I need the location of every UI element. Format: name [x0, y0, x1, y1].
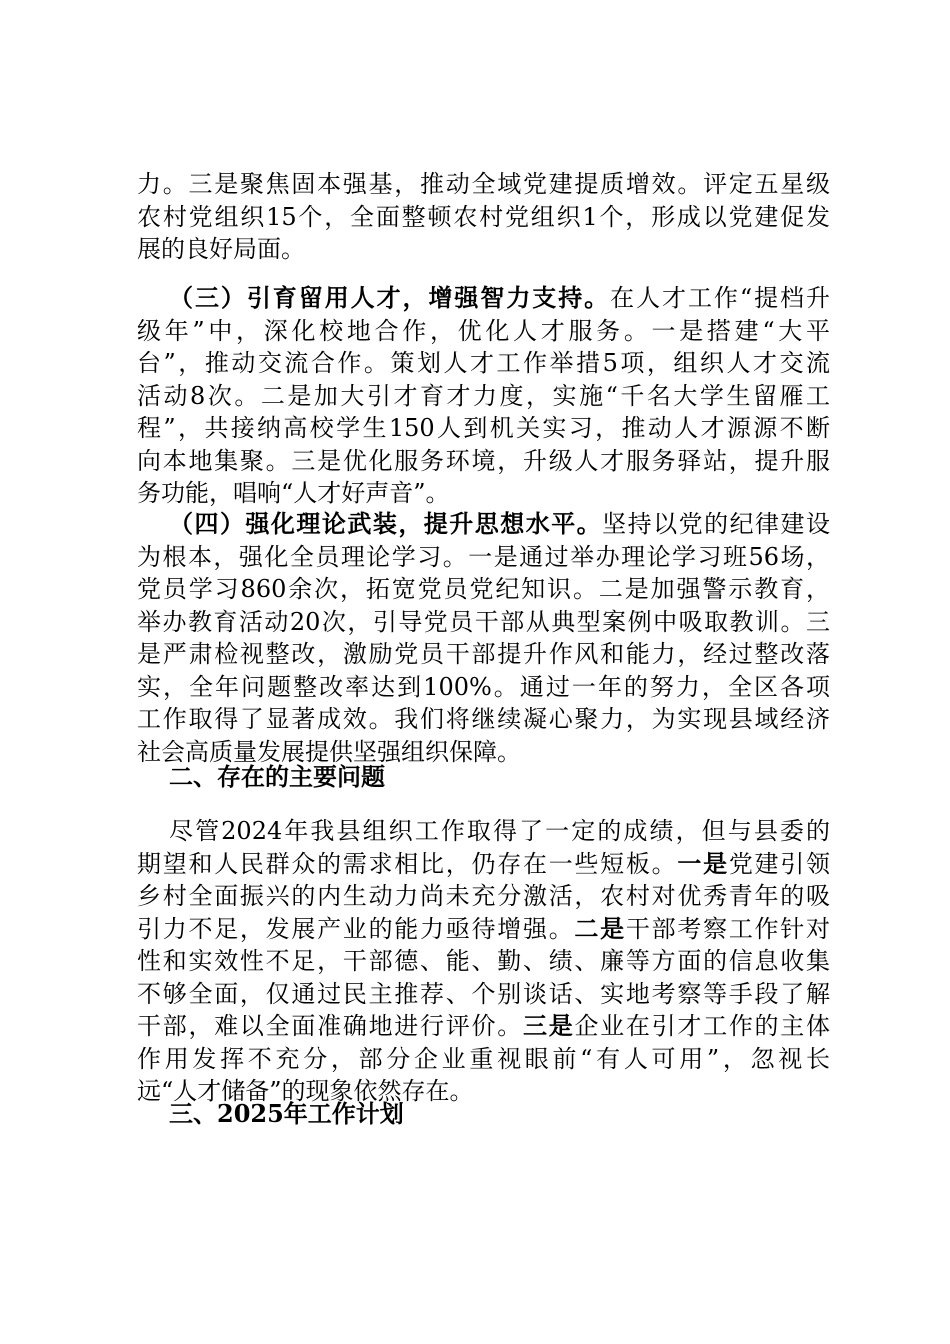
text-line: 举办教育活动20次，引导党员干部从典型案例中吸取教训。三 [137, 607, 830, 636]
text-line: 向本地集聚。三是优化服务环境，升级人才服务驿站，提升服 [137, 446, 830, 475]
text-line: 是严肃检视整改，激励党员干部提升作风和能力，经过整改落 [137, 640, 830, 668]
text-line: 台”，推动交流合作。策划人才工作举措5项，组织人才交流 [137, 349, 830, 377]
text-run: 干部考察工作针对 [625, 914, 831, 943]
point-label-bold: 三是 [522, 1011, 575, 1040]
paragraph-1 [137, 168, 830, 266]
text-line: 工作取得了显著成效。我们将继续凝心聚力，为实现县域经济 [137, 705, 830, 733]
paragraph-problems [137, 815, 830, 1108]
paragraph-talent [137, 282, 830, 510]
text-line [137, 508, 830, 541]
text-run: 期望和人民群众的需求相比，仍存在一些短板。 [137, 849, 678, 878]
text-line: 程”，共接纳高校学生150人到机关实习，推动人才源源不断 [137, 414, 830, 442]
text-run: 干部，难以全面准确地进行评价。 [137, 1012, 523, 1040]
section-lead-bold: （三）引育留用人才，增强智力支持。 [169, 283, 611, 312]
text-run: 坚持以党的纪律建设 [602, 510, 831, 538]
text-line: 党员学习860余次，拓宽党员党纪知识。二是加强警示教育， [137, 575, 830, 603]
text-line: 社会高质量发展提供坚强组织保障。 [137, 737, 521, 766]
text-line [137, 282, 830, 315]
text-line: 性和实效性不足，干部德、能、勤、绩、廉等方面的信息收集 [137, 947, 830, 975]
text-line: 力。三是聚焦固本强基，推动全域党建提质增效。评定五星级 [137, 170, 830, 198]
text-run: 在人才工作“提档升 [610, 284, 830, 312]
text-run: 党建引领 [728, 849, 831, 878]
section-heading-problems: 二、存在的主要问题 [169, 762, 385, 791]
text-line [137, 848, 830, 881]
text-line: 乡村全面振兴的内生动力尚未充分激活，农村对优秀青年的吸 [137, 882, 830, 910]
paragraph-theory [137, 508, 830, 768]
text-line [137, 1010, 830, 1043]
section-heading-plan: 三、2025年工作计划 [169, 1099, 404, 1128]
text-line: 尽管2024年我县组织工作取得了一定的成绩，但与县委的 [169, 817, 830, 845]
point-label-bold: 一是 [677, 848, 729, 878]
text-line: 不够全面，仅通过民主推荐、个别谈话、实地考察等手段了解 [137, 979, 830, 1008]
text-line: 为根本，强化全员理论学习。一是通过举办理论学习班56场， [137, 542, 830, 571]
text-run: 企业在引才工作的主体 [574, 1012, 831, 1040]
text-line: 活动8次。二是加大引才育才力度，实施“千名大学生留雁工 [137, 381, 830, 410]
text-line: 展的良好局面。 [137, 235, 305, 263]
text-line: 农村党组织15个，全面整顿农村党组织1个，形成以党建促发 [137, 202, 830, 231]
section-lead-bold: （四）强化理论武装，提升思想水平。 [169, 509, 603, 538]
text-line: 务功能，唱响“人才好声音”。 [137, 479, 450, 507]
text-line: 实，全年问题整改率达到100%。通过一年的努力，全区各项 [137, 672, 830, 701]
text-line: 远“人才储备”的现象依然存在。 [137, 1077, 474, 1105]
text-line: 作用发挥不充分，部分企业重视眼前“有人可用”，忽视长 [137, 1044, 830, 1073]
point-label-bold: 二是 [574, 913, 626, 943]
text-line [137, 913, 830, 946]
text-run: 引力不足，发展产业的能力亟待增强。 [137, 914, 575, 943]
text-line: 级年”中，深化校地合作，优化人才服务。一是搭建“大平 [137, 316, 830, 345]
